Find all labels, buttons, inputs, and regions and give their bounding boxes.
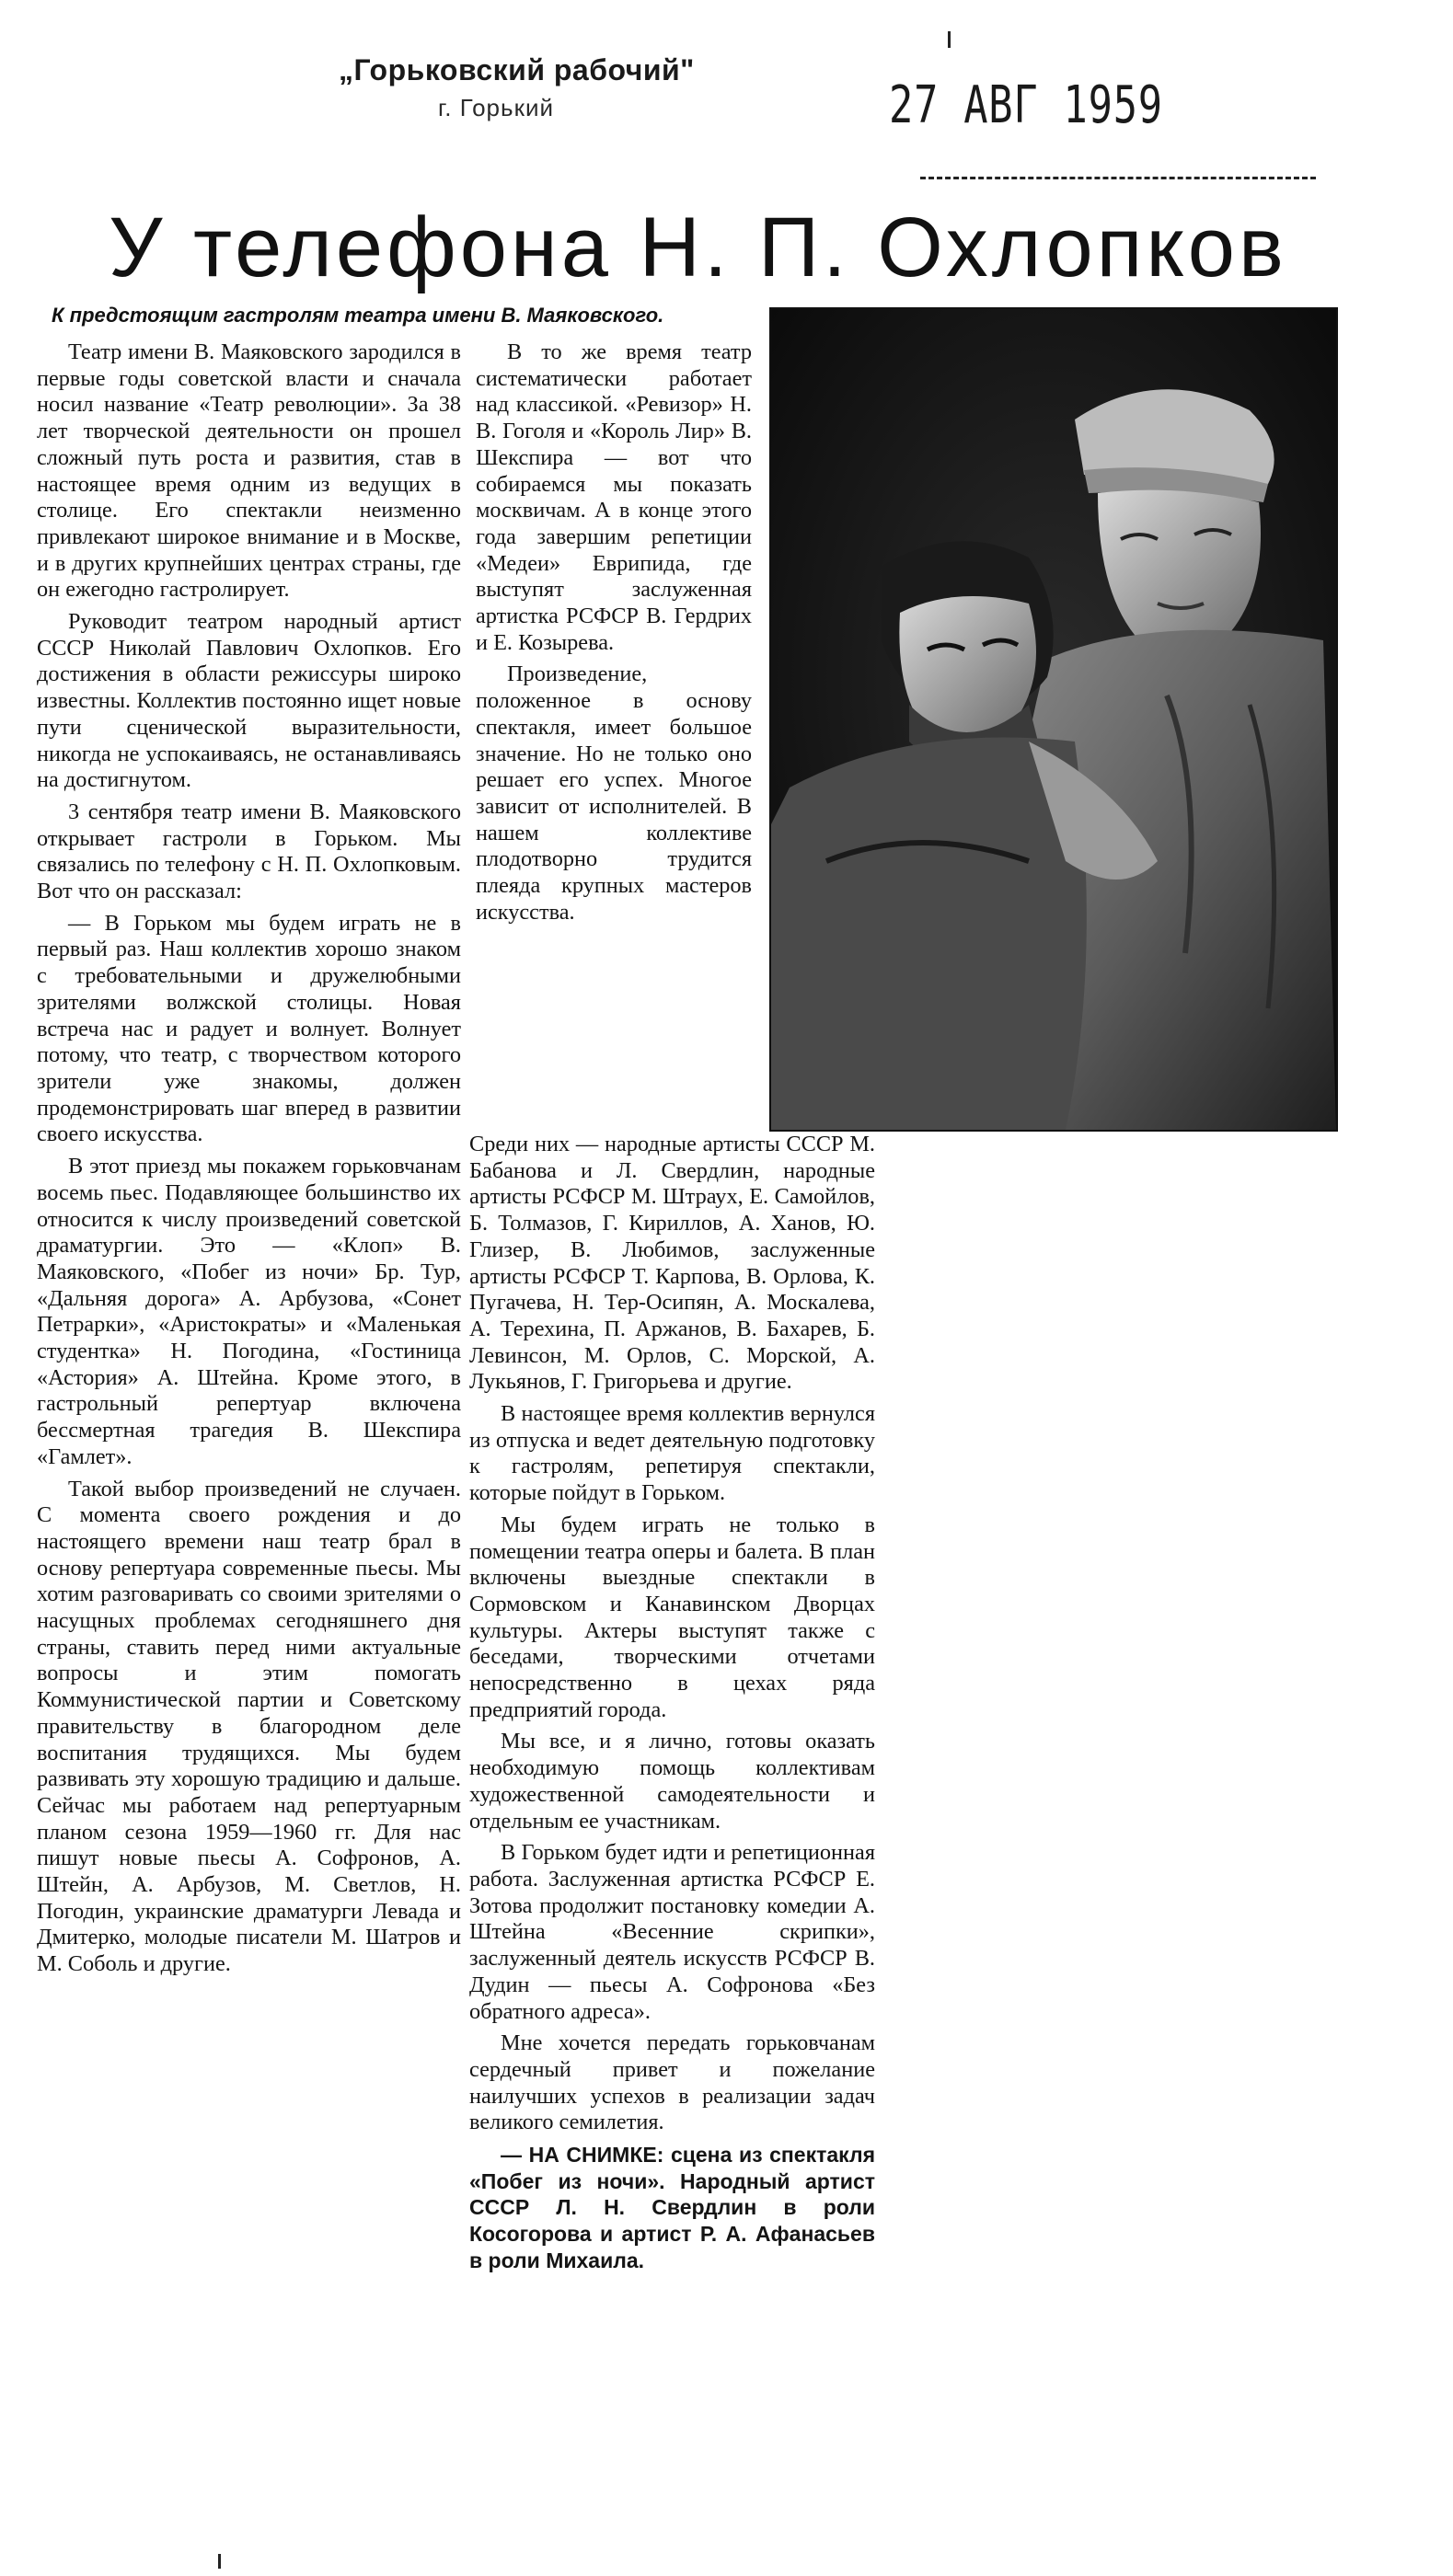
paragraph: В этот приезд мы покажем горьковчанам восемь пьес. Подавляющее большинство их относится к числу произведений советской драматургии. Это — «Клоп» В. Маяковского, «Побег из ночи» Бр. Тур, «Дальняя дорога» А. Арбузова, «Сонет Петрарки», «Аристократы» и «Маленькая студентка» Н. Погодина, «Гостиница «Астория» А. Штейна. Кроме этого, в гастрольный репертуар включена бессмертная трагедия В. Шекспира «Гамлет». bbox=[37, 1154, 461, 1469]
top-rule bbox=[920, 177, 1316, 179]
article-title: У телефона Н. П. Охлопков bbox=[109, 201, 1287, 294]
photo-image bbox=[771, 309, 1336, 1130]
paragraph: Руководит театром народный артист СССР Николай Павлович Охлопков. Его достижения в области режиссуры широко известны. Коллектив постоянно ищет новые пути сценической выразительности, никогда не успокаиваясь, не останавливаясь на достигнутом. bbox=[37, 609, 461, 793]
paragraph: Мы все, и я лично, готовы оказать необходимую помощь коллективам художественной самодеятельности и отдельным ее участникам. bbox=[469, 1729, 875, 1834]
paragraph: В то же время театр систематически работает над классикой. «Ревизор» Н. В. Гоголя и «Король Лир» В. Шекспира — вот что собираемся мы показать москвичам. А в конце этого года завершим репетиции «Медеи» Еврипида, где выступят заслуженная артистка РСФСР В. Гердрих и Е. Козырева. bbox=[476, 339, 752, 655]
scan-mark bbox=[218, 2554, 221, 2569]
paragraph: Произведение, положенное в основу спектакля, имеет большое значение. Но не только оно решает его успех. Многое зависит от исполнителей. В нашем коллективе плодотворно трудится плеяда крупных мастеров искусства. bbox=[476, 661, 752, 925]
article-column-1 bbox=[37, 339, 461, 1984]
scan-mark bbox=[948, 31, 951, 48]
paragraph: Мне хочется передать горьковчанам сердечный привет и пожелание наилучших успехов в реализации задач великого семилетия. bbox=[469, 2030, 875, 2135]
newspaper-city: г. Горький bbox=[438, 94, 554, 121]
article-column-2-bottom bbox=[469, 1132, 875, 2280]
article-column-2-top bbox=[476, 339, 752, 931]
paragraph: В Горьком будет идти и репетиционная работа. Заслуженная артистка РСФСР Е. Зотова продолжит постановку комедии А. Штейна «Весенние скрипки», заслуженный деятель искусств РСФСР В. Дудин — пьесы А. Софронова «Без обратного адреса». bbox=[469, 1840, 875, 2024]
date-stamp: 27 АВГ 1959 bbox=[889, 75, 1163, 135]
paragraph: Такой выбор произведений не случаен. С момента своего рождения и до настоящего времени наш театр брал в основу репертуара современные пьесы. Мы хотим разговаривать со своими зрителями о насущных проблемах сегодняшнего дня страны, ставить перед ними актуальные вопросы и этим помогать Коммунистической партии и Советскому правительству в благородном деле воспитания трудящихся. Мы будем развивать эту хорошую традицию и дальше. Сейчас мы работаем над репертуарным планом сезона 1959—1960 гг. Для нас пишут новые пьесы А. Софронов, А. Штейн, А. Арбузов, М. Светлов, Н. Погодин, украинские драматурги Левада и Дмитерко, молодые писатели М. Шатров и М. Соболь и другие. bbox=[37, 1476, 461, 1977]
paragraph: 3 сентября театр имени В. Маяковского открывает гастроли в Горьком. Мы связались по телефону с Н. П. Охлопковым. Вот что он рассказал: bbox=[37, 799, 461, 904]
article-subtitle: К предстоящим гастролям театра имени В. Маяковского. bbox=[52, 304, 664, 327]
photo-caption: — НА СНИМКЕ: сцена из спектакля «Побег из ночи». Народный артист СССР Л. Н. Свердлин в роли Косогорова и артист Р. А. Афанасьев в роли Михаила. bbox=[469, 2143, 875, 2272]
paragraph: Мы будем играть не только в помещении театра оперы и балета. В план включены выездные спектакли в Сормовском и Канавинском Дворцах культуры. Актеры выступят также с беседами, творческими отчетами непосредственно в цехах ряда предприятий города. bbox=[469, 1512, 875, 1722]
newspaper-name: „Горьковский рабочий" bbox=[339, 53, 695, 86]
paragraph: В настоящее время коллектив вернулся из отпуска и ведет деятельную подготовку к гастролям, репетируя спектакли, которые пойдут в Горьком. bbox=[469, 1401, 875, 1506]
paragraph: Среди них — народные артисты СССР М. Бабанова и Л. Свердлин, народные артисты РСФСР М. Штраух, Е. Самойлов, Б. Толмазов, Г. Кириллов, А. Ханов, Ю. Глизер, В. Любимов, заслуженные артисты РСФСР Т. Карпова, В. Орлова, К. Пугачева, Н. Тер-Осипян, А. Москалева, А. Терехина, П. Аржанов, В. Бахарев, Б. Левинсон, М. Орлов, С. Морской, А. Лукьянов, Г. Григорьева и другие. bbox=[469, 1132, 875, 1395]
scene-photo bbox=[769, 307, 1338, 1132]
paragraph: — В Горьком мы будем играть не в первый раз. Наш коллектив хорошо знаком с требовательными и дружелюбными зрителями волжской столицы. Новая встреча нас и радует и волнует. Волнует потому, что театр, с творчеством которого зрители уже знакомы, должен продемонстрировать шаг вперед в развитии своего искусства. bbox=[37, 910, 461, 1147]
paragraph: Театр имени В. Маяковского зародился в первые годы советской власти и сначала носил название «Театр революции». За 38 лет творческой деятельности он прошел сложный путь роста и развития, став в настоящее время одним из ведущих в столице. Его спектакли неизменно привлекают широкое внимание и в Москве, и в других крупнейших центрах страны, где он ежегодно гастролирует. bbox=[37, 339, 461, 603]
